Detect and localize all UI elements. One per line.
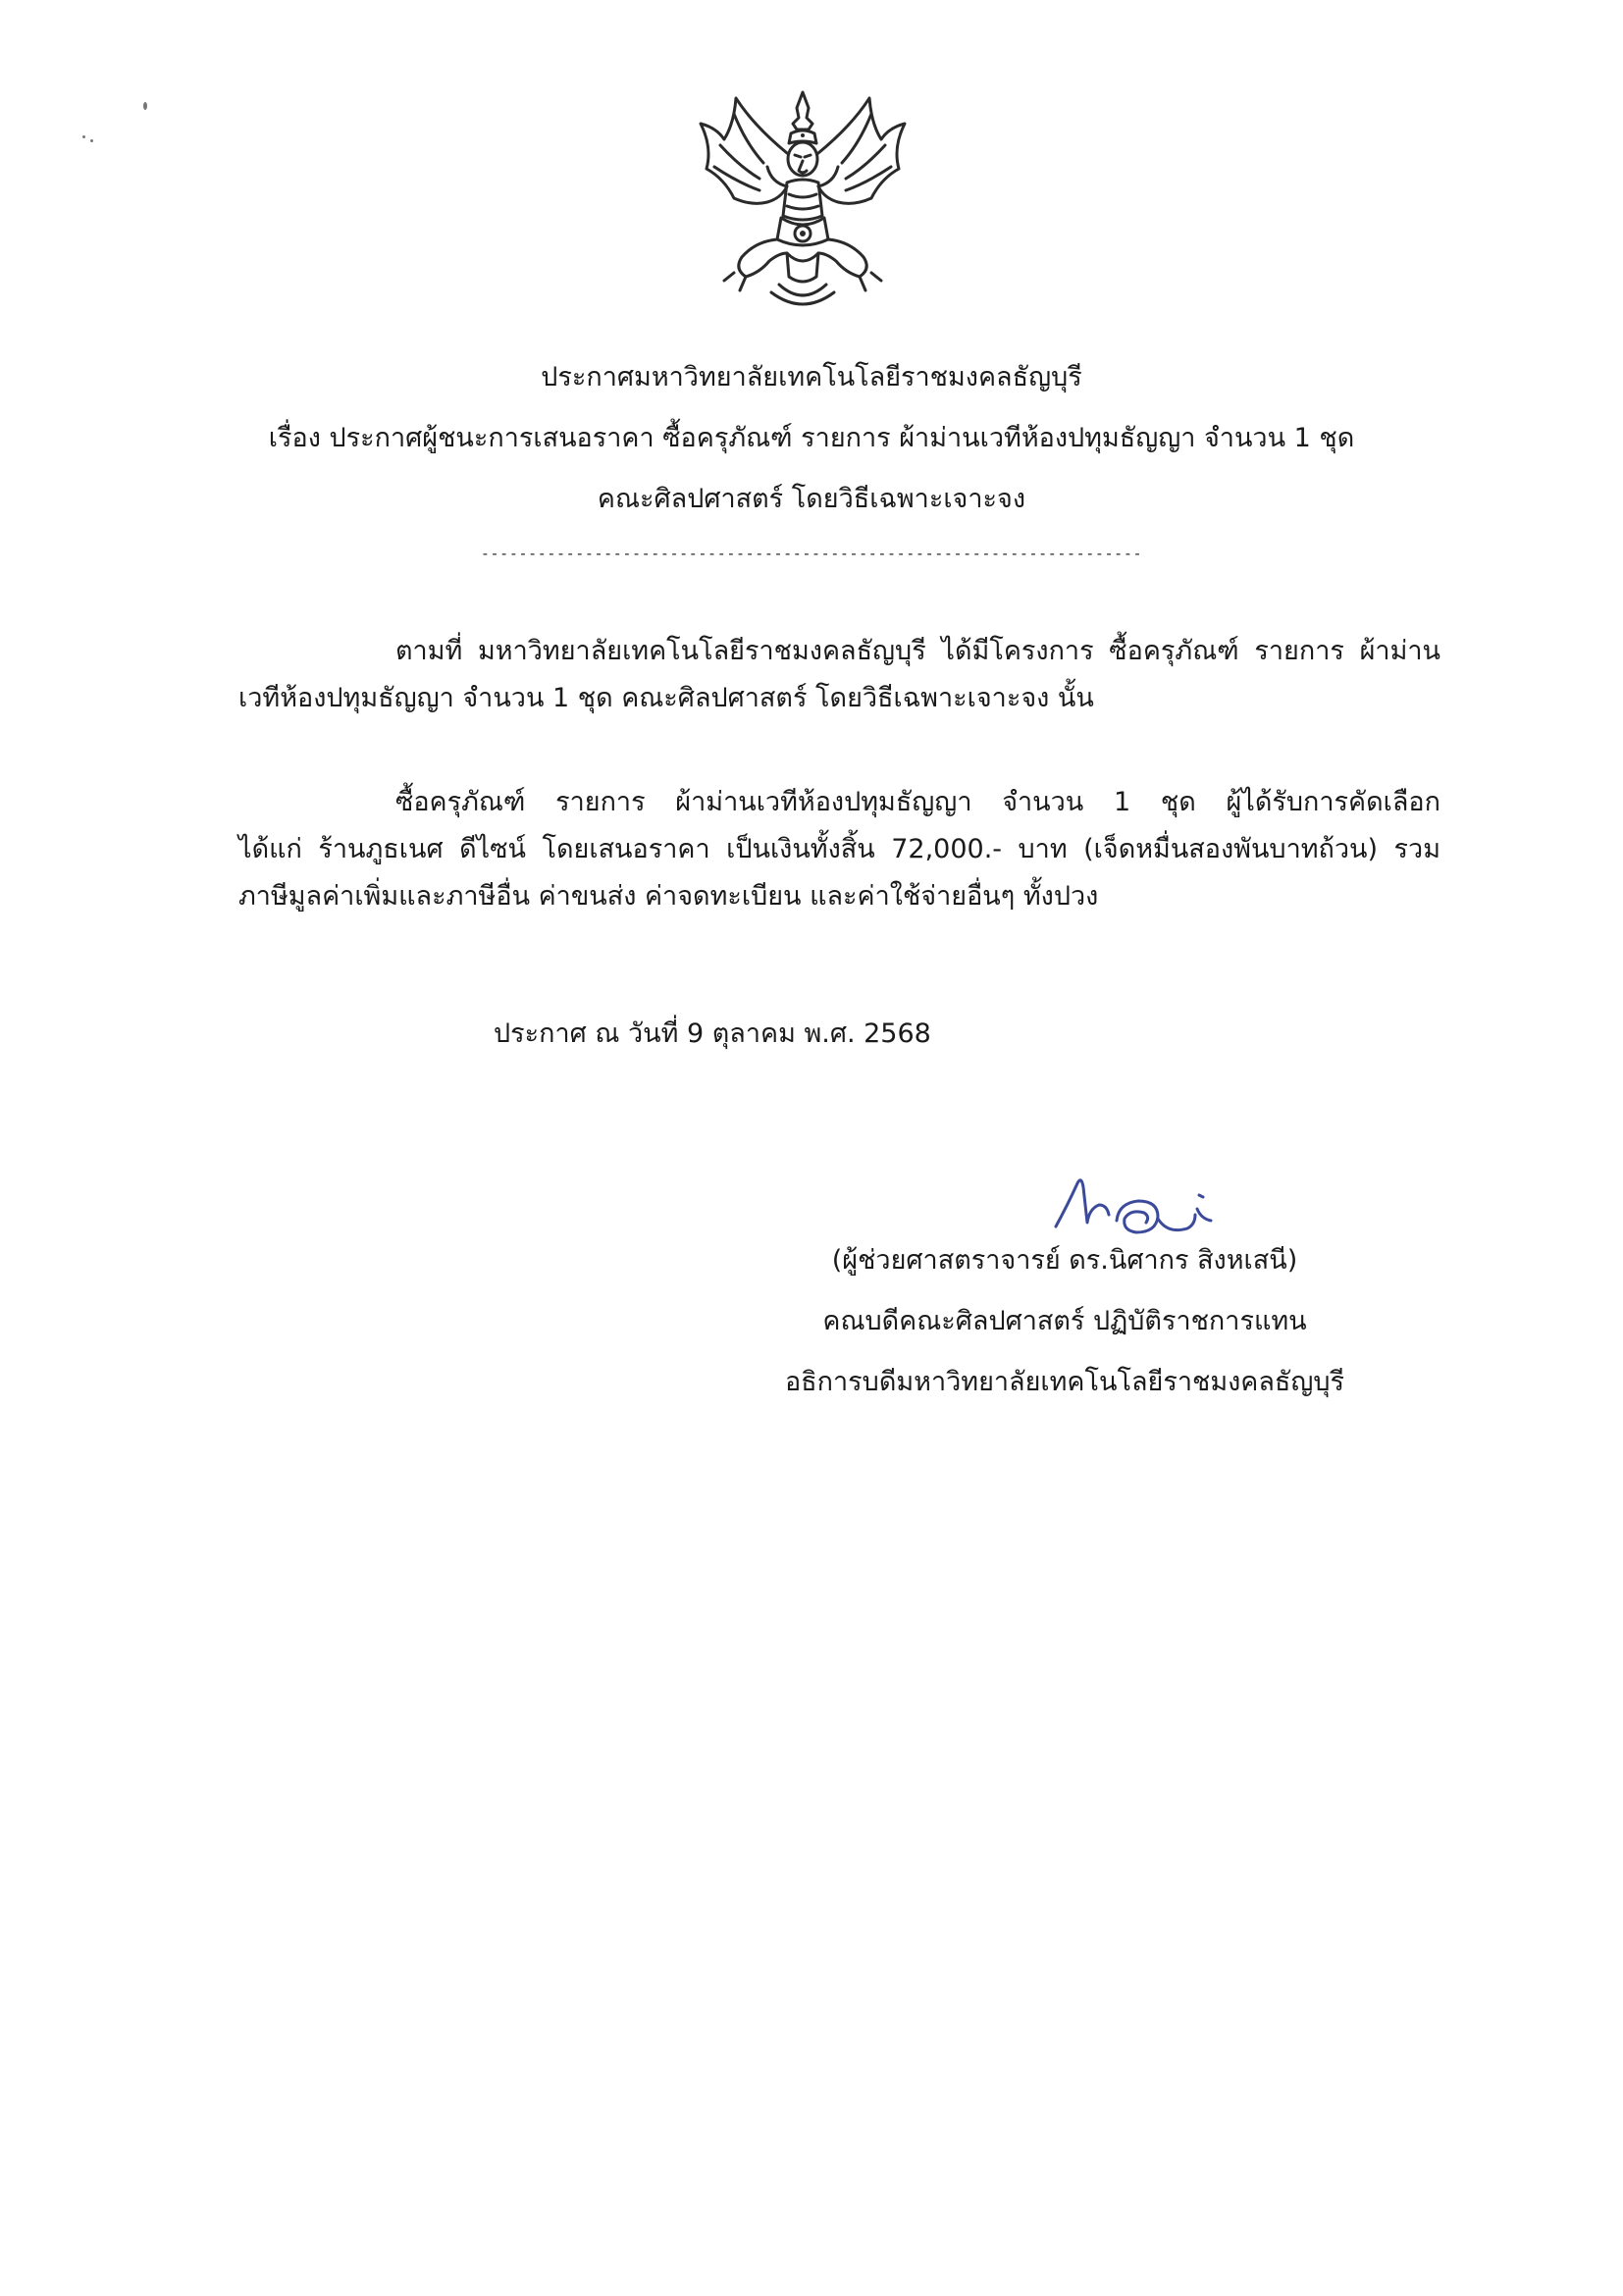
body-paragraph-2	[238, 779, 1440, 920]
announcement-title: ประกาศมหาวิทยาลัยเทคโนโลยีราชมงคลธัญบุรี	[541, 362, 1082, 392]
paragraph-line: ซื้อครุภัณฑ์ รายการ ผ้าม่านเวทีห้องปทุมธัญญา จำนวน 1 ชุด ผู้ได้รับการคัดเลือก	[395, 787, 1440, 817]
paragraph-line: เวทีห้องปทุมธัญญา จำนวน 1 ชุด คณะศิลปศาสตร์ โดยวิธีเฉพาะเจาะจง นั้น	[238, 683, 1094, 713]
scan-speck	[143, 102, 147, 110]
garuda-emblem-icon	[695, 84, 911, 312]
paragraph-line: ภาษีมูลค่าเพิ่มและภาษีอื่น ค่าขนส่ง ค่าจดทะเบียน และค่าใช้จ่ายอื่นๆ ทั้งปวง	[238, 881, 1099, 912]
handwritten-signature-icon	[1048, 1166, 1244, 1246]
paragraph-line: ตามที่ มหาวิทยาลัยเทคโนโลยีราชมงคลธัญบุรี ได้มีโครงการ ซื้อครุภัณฑ์ รายการ ผ้าม่าน	[395, 636, 1440, 666]
announcement-method: คณะศิลปศาสตร์ โดยวิธีเฉพาะเจาะจง	[597, 484, 1026, 514]
signer-acting-for: อธิการบดีมหาวิทยาลัยเทคโนโลยีราชมงคลธัญบุรี	[784, 1367, 1345, 1397]
signer-position: คณบดีคณะศิลปศาสตร์ ปฏิบัติราชการแทน	[822, 1306, 1307, 1336]
paragraph-line: ได้แก่ ร้านภูธเนศ ดีไซน์ โดยเสนอราคา เป็นเงินทั้งสิ้น 72,000.- บาท (เจ็ดหมื่นสองพันบาทถ้วน) รวม	[238, 834, 1440, 864]
header-divider: ----------------------------------------------------------------------	[480, 545, 1143, 562]
scan-speck	[90, 139, 93, 142]
announcement-date: ประกาศ ณ วันที่ 9 ตุลาคม พ.ศ. 2568	[494, 1018, 931, 1049]
signer-name: (ผู้ช่วยศาสตราจารย์ ดร.นิศากร สิงหเสนี)	[831, 1245, 1298, 1276]
scan-speck	[82, 135, 85, 138]
body-paragraph-1	[238, 628, 1440, 722]
announcement-subject: เรื่อง ประกาศผู้ชนะการเสนอราคา ซื้อครุภัณฑ์ รายการ ผ้าม่านเวทีห้องปทุมธัญญา จำนวน 1 ชุด	[268, 423, 1355, 453]
